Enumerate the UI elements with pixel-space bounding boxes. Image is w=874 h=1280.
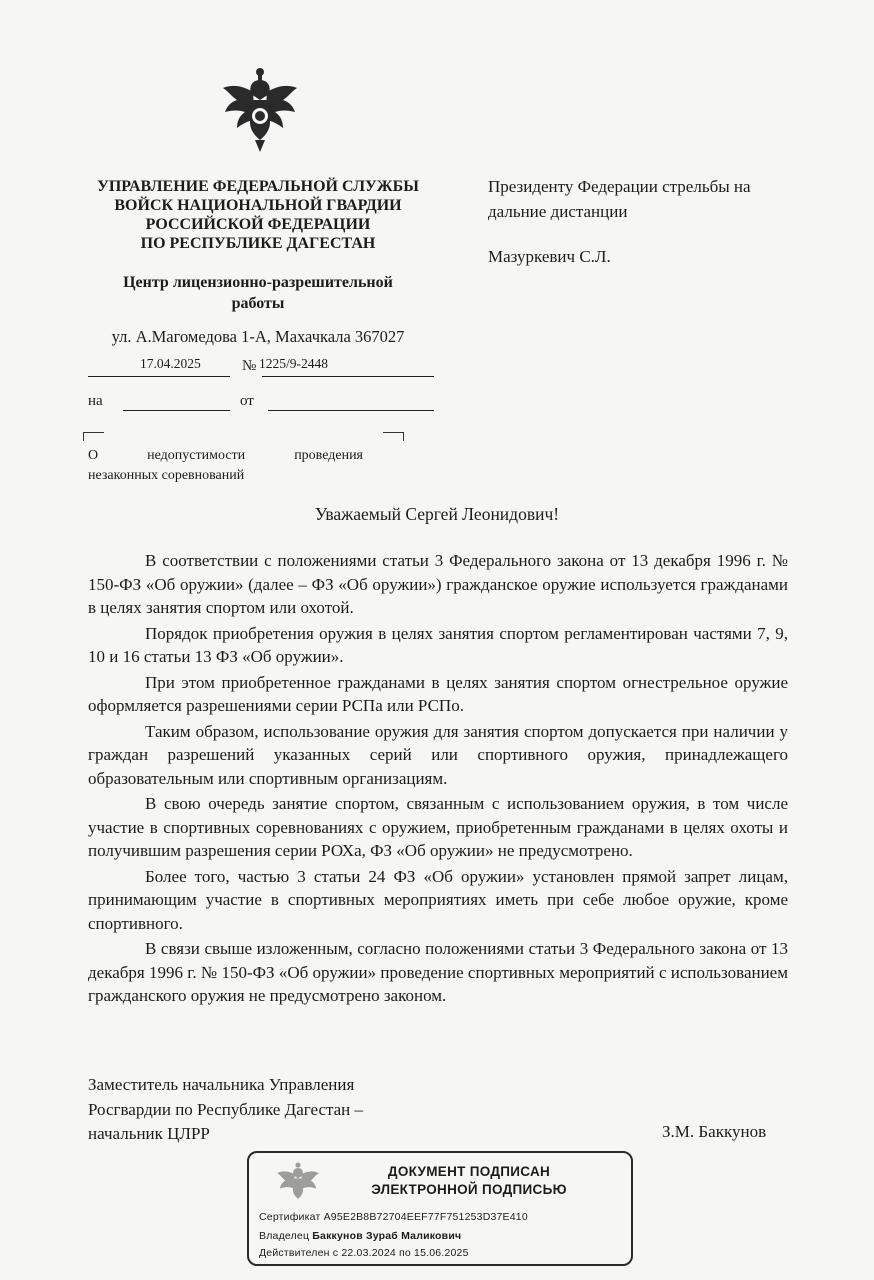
certificate-label: Сертификат (259, 1211, 321, 1223)
subject (88, 446, 363, 486)
stamp-title-line: ЭЛЕКТРОННОЙ ПОДПИСЬЮ (371, 1182, 567, 1197)
signer-line: Заместитель начальника Управления (88, 1075, 355, 1094)
stamp-title-line: ДОКУМЕНТ ПОДПИСАН (387, 1164, 551, 1179)
signer-name: З.М. Баккунов (662, 1122, 767, 1141)
owner-line (259, 1230, 461, 1242)
certificate-line (259, 1211, 528, 1223)
subject-bracket-left (83, 432, 104, 441)
paragraph: Порядок приобретения оружия в целях занятия спортом регламентирован частями 7, 9, 10 и 16 статьи 13 ФЗ «Об оружии». (88, 623, 788, 666)
recipient-line: дальние дистанции (488, 202, 628, 221)
department-name (78, 272, 438, 314)
org-line: ВОЙСК НАЦИОНАЛЬНОЙ ГВАРДИИ (114, 197, 402, 214)
document-date: 17.04.2025 (140, 356, 201, 371)
dept-line: Центр лицензионно-разрешительной (123, 274, 393, 291)
org-line: ПО РЕСПУБЛИКЕ ДАГЕСТАН (140, 235, 376, 252)
paragraph: В соответствии с положениями статьи 3 Федерального закона от 13 декабря 1996 г. № 150-ФЗ «Об оружии» (далее – ФЗ «Об оружии») гражданское оружие используется гражданами в целях занятия спортом или охотой. (88, 551, 788, 617)
certificate-value: A95E2B8B72704EEF77F751253D37E410 (323, 1211, 528, 1223)
paragraph: В свою очередь занятие спортом, связанным с использованием оружия, в том числе участие в спортивных соревнованиях с оружием, приобретенным гражданами в целях охоты и получившим разрешения серии РОХа, ФЗ «Об оружии» не предусмотрено. (88, 794, 788, 860)
org-line: УПРАВЛЕНИЕ ФЕДЕРАЛЬНОЙ СЛУЖБЫ (97, 178, 419, 195)
address: ул. А.Магомедова 1-А, Махачкала 367027 (111, 327, 405, 346)
reference-ot-label: от (240, 393, 254, 409)
number-underline (262, 376, 434, 377)
paragraph: Более того, частью 3 статьи 24 ФЗ «Об оружии» установлен прямой запрет лицам, принимающим участие в спортивных мероприятиях иметь при себе любое оружие, кроме спортивного. (88, 866, 788, 933)
date-underline (88, 376, 230, 377)
reference-na-label: на (88, 393, 103, 409)
dept-line: работы (231, 295, 285, 312)
paragraph: Таким образом, использование оружия для занятия спортом допускается при наличии у граждан разрешений указанных серий или спортивного оружия, принадлежащего образовательным или спортивным организациям. (88, 721, 788, 788)
signer-line: начальник ЦЛРР (88, 1124, 210, 1143)
stamp-title (319, 1163, 619, 1199)
owner-label: Владелец (259, 1230, 310, 1242)
paragraph: В связи свыше изложенным, согласно положениями статьи 3 Федерального закона от 13 декабря 1996 г. № 150-ФЗ «Об оружии» проведение спортивных мероприятий с использованием гражданского оружия не предусмотрено законом. (88, 939, 788, 1005)
electronic-signature-stamp (247, 1151, 633, 1266)
subject-word: О (88, 448, 99, 463)
paragraph: При этом приобретенное гражданами в целях занятия спортом огнестрельное оружие оформляется разрешениями серии РСПа или РСПо. (88, 672, 788, 715)
letter-body (88, 549, 788, 1010)
recipient-line: Президенту Федерации стрельбы на (488, 177, 751, 196)
owner-value: Баккунов Зураб Маликович (312, 1230, 462, 1242)
reference-ot-underline (268, 410, 434, 411)
number-sign: № (242, 358, 257, 374)
recipient-title (488, 174, 808, 224)
reference-na-underline (123, 410, 230, 411)
signer-position (88, 1073, 363, 1147)
subject-word: недопустимости (147, 448, 246, 463)
organization-name (78, 177, 438, 253)
org-line: РОССИЙСКОЙ ФЕДЕРАЦИИ (145, 216, 371, 233)
subject-line: незаконных соревнований (88, 468, 245, 483)
recipient-name: Мазуркевич С.Л. (488, 247, 611, 266)
signer-line: Росгвардии по Республике Дагестан – (88, 1099, 364, 1119)
subject-word: проведения (294, 448, 363, 463)
rosgvardia-emblem-icon (215, 66, 305, 152)
document-number: 1225/9-2448 (259, 356, 328, 371)
greeting: Уважаемый Сергей Леонидович! (314, 504, 560, 524)
subject-bracket-right (383, 432, 404, 441)
rosgvardia-emblem-icon (271, 1161, 325, 1205)
validity-line: Действителен с 22.03.2024 по 15.06.2025 (259, 1247, 469, 1259)
